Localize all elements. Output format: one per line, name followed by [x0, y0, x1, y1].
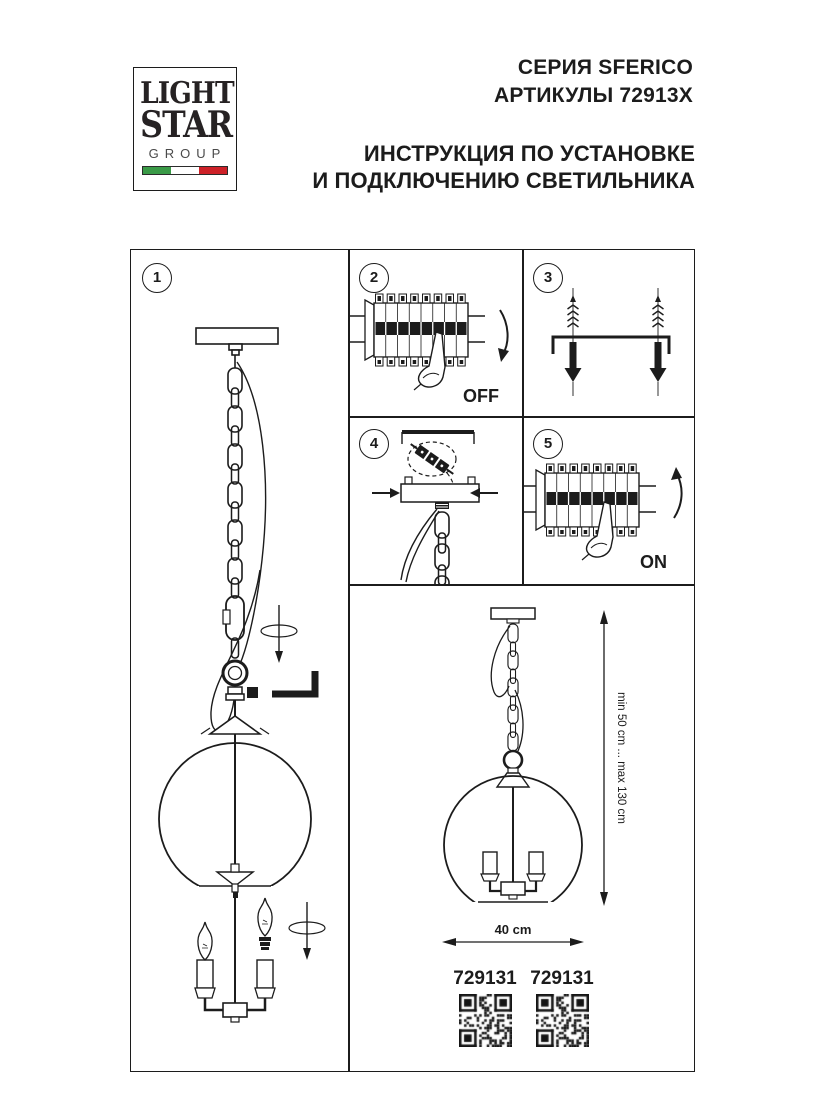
ceiling-plate	[491, 608, 535, 619]
anchor-icon	[565, 342, 582, 396]
candle-bulb-loose	[258, 898, 272, 950]
rotate-icon	[289, 902, 325, 960]
canopy-plate	[401, 484, 479, 502]
width-dimension	[442, 922, 584, 946]
step-badge-1: 1	[142, 263, 172, 293]
instruction-title	[312, 140, 695, 194]
cone-cap	[210, 716, 260, 734]
height-dimension	[600, 610, 627, 906]
off-label: OFF	[463, 386, 499, 406]
logo-word-star: STAR	[140, 104, 233, 146]
push-arrow-left-icon	[372, 488, 400, 498]
candle-bulb-installed	[198, 922, 212, 960]
step-badge-5: 5	[533, 429, 563, 459]
articles-title: АРТИКУЛЫ 72913X	[494, 84, 693, 107]
anchor-icon	[650, 342, 667, 396]
height-range-label: min 50 cm ... max 130 cm	[615, 692, 627, 824]
lightstar-logo	[133, 67, 237, 191]
flag-green	[143, 167, 171, 174]
step-badge-2: 2	[359, 263, 389, 293]
flag-white	[171, 167, 199, 174]
width-label: 40 cm	[494, 922, 532, 937]
turn-off-arrow-icon	[500, 310, 508, 354]
circuit-breaker	[522, 464, 656, 536]
cone-cap	[497, 773, 529, 787]
step-badge-4: 4	[359, 429, 389, 459]
circuit-breaker	[350, 294, 485, 366]
logo-word-light: LIGHT	[140, 76, 234, 111]
flag-red	[199, 167, 227, 174]
screw-icon	[653, 288, 664, 350]
hex-key-icon	[247, 671, 315, 698]
on-label: ON	[640, 552, 667, 572]
series-title: СЕРИЯ SFERICO	[517, 56, 693, 79]
qr-code-left	[459, 994, 512, 1047]
italian-flag-bar	[142, 166, 228, 175]
hanging-ring	[223, 661, 247, 685]
qr-code-right	[536, 994, 589, 1047]
logo-word-group: GROUP	[148, 146, 227, 161]
article-number-right: 729131	[530, 968, 594, 989]
instruction-line2: И ПОДКЛЮЧЕНИЮ СВЕТИЛЬНИКА	[312, 168, 695, 193]
instruction-line1: ИНСТРУКЦИЯ ПО УСТАНОВКЕ	[363, 141, 695, 166]
rotate-icon	[261, 605, 297, 663]
ceiling-plate	[196, 328, 278, 344]
hanging-ring	[504, 751, 522, 769]
chain	[435, 512, 449, 584]
step-badge-3: 3	[533, 263, 563, 293]
assembled-lamp-diagram	[348, 584, 694, 1071]
power-cord	[401, 509, 439, 582]
article-number-left: 729131	[453, 968, 517, 989]
screw-icon	[568, 288, 579, 350]
chain	[223, 368, 244, 658]
title-block	[494, 54, 693, 110]
chain	[508, 624, 518, 751]
terminal-block-icon	[407, 439, 457, 479]
turn-on-arrow-icon	[674, 474, 682, 518]
pendant-exploded-diagram	[131, 250, 348, 1071]
diagram-grid	[130, 249, 695, 1072]
